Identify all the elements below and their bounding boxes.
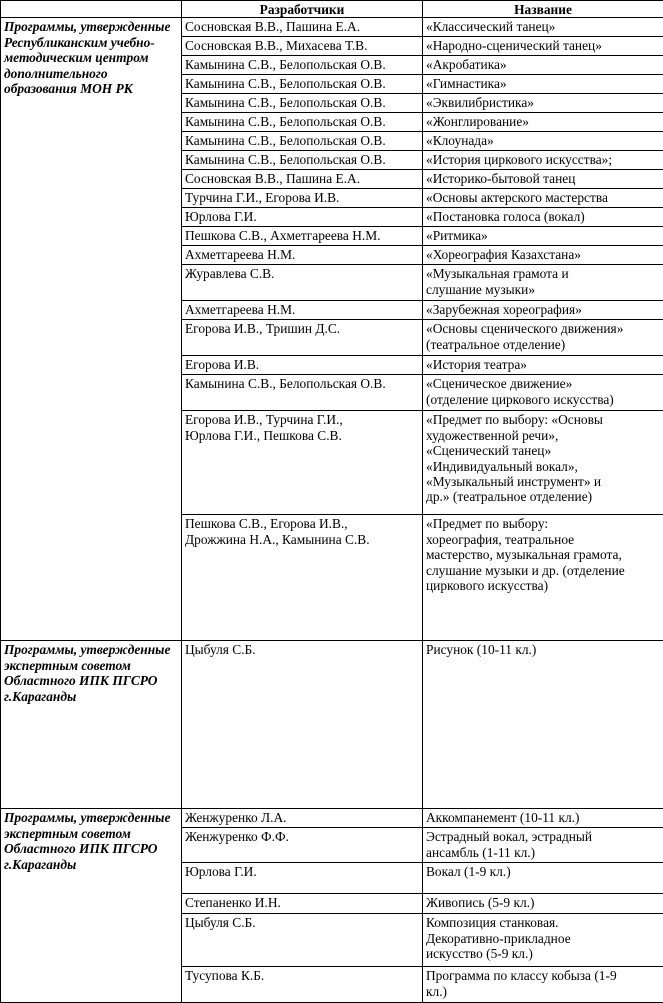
- developer-cell: Егорова И.В., Тришин Д.С.: [182, 320, 423, 356]
- header-blank: [1, 1, 182, 18]
- category-cell-1: Программы, утвержденные Республиканским учебно-методическим центром дополнительного образования МОН РК: [1, 18, 182, 641]
- developer-cell: Камынина С.В., Белопольская О.В.: [182, 113, 423, 132]
- program-name-cell: «Музыкальная грамота и слушание музыки»: [423, 265, 663, 301]
- program-name-cell: «Ритмика»: [423, 227, 663, 246]
- developer-cell: Камынина С.В., Белопольская О.В.: [182, 75, 423, 94]
- program-name-cell: «История циркового искусства»;: [423, 151, 663, 170]
- developer-cell: Цыбуля С.Б.: [182, 914, 423, 967]
- developer-cell: Журавлева С.В.: [182, 265, 423, 301]
- category-cell-3: Программы, утвержденные экспертным советом Областного ИПК ПГСРО г.Караганды: [1, 809, 182, 1003]
- header-developers: Разработчики: [182, 1, 423, 18]
- table-row: [1, 18, 663, 37]
- program-name-cell: «Клоунада»: [423, 132, 663, 151]
- developer-cell: Женжуренко Ф.Ф.: [182, 828, 423, 863]
- developer-cell: Ахметгареева Н.М.: [182, 246, 423, 265]
- program-name-cell: «Историко-бытовой танец: [423, 170, 663, 189]
- program-name-cell: «История театра»: [423, 356, 663, 375]
- program-name-cell: Рисунок (10-11 кл.): [423, 641, 663, 809]
- developer-cell: Камынина С.В., Белопольская О.В.: [182, 375, 423, 411]
- program-name-cell: «Основы сценического движения» (театральное отделение): [423, 320, 663, 356]
- program-name-cell: «Хореография Казахстана»: [423, 246, 663, 265]
- developer-cell: Пешкова С.В., Егорова И.В., Дрожжина Н.А., Камынина С.В.: [182, 515, 423, 641]
- program-name-cell: «Гимнастика»: [423, 75, 663, 94]
- developer-cell: Турчина Г.И., Егорова И.В.: [182, 189, 423, 208]
- program-name-cell: «Постановка голоса (вокал): [423, 208, 663, 227]
- developer-cell: Камынина С.В., Белопольская О.В.: [182, 94, 423, 113]
- developer-cell: Егорова И.В.: [182, 356, 423, 375]
- developer-cell: Цыбуля С.Б.: [182, 641, 423, 809]
- header-name: Название: [423, 1, 663, 18]
- category-cell-2: Программы, утвержденные экспертным советом Областного ИПК ПГСРО г.Караганды: [1, 641, 182, 809]
- developer-cell: Камынина С.В., Белопольская О.В.: [182, 56, 423, 75]
- developer-cell: Ахметгареева Н.М.: [182, 301, 423, 320]
- program-name-cell: «Эквилибристика»: [423, 94, 663, 113]
- program-name-cell: «Предмет по выбору: «Основы художественной речи», «Сценический танец» «Индивидуальный вокал», «Музыкальный инструмент» и др.» (театральное отделение): [423, 411, 663, 515]
- developer-cell: Сосновская В.В., Пашина Е.А.: [182, 170, 423, 189]
- developer-cell: Степаненко И.Н.: [182, 894, 423, 914]
- program-name-cell: Аккомпанемент (10-11 кл.): [423, 809, 663, 828]
- program-name-cell: «Акробатика»: [423, 56, 663, 75]
- developer-cell: Сосновская В.В., Михасева Т.В.: [182, 37, 423, 56]
- program-name-cell: «Зарубежная хореография»: [423, 301, 663, 320]
- developer-cell: Егорова И.В., Турчина Г.И., Юрлова Г.И., Пешкова С.В.: [182, 411, 423, 515]
- program-name-cell: «Классический танец»: [423, 18, 663, 37]
- program-name-cell: «Сценическое движение» (отделение циркового искусства): [423, 375, 663, 411]
- table-row: [1, 641, 663, 809]
- developer-cell: Женжуренко Л.А.: [182, 809, 423, 828]
- program-name-cell: «Основы актерского мастерства: [423, 189, 663, 208]
- program-name-cell: Композиция станковая. Декоративно-прикладное искусство (5-9 кл.): [423, 914, 663, 967]
- program-name-cell: Эстрадный вокал, эстрадный ансамбль (1-11 кл.): [423, 828, 663, 863]
- program-name-cell: «Предмет по выбору: хореография, театральное мастерство, музыкальная грамота, слушание музыки и др. (отделение циркового искусства): [423, 515, 663, 641]
- developer-cell: Камынина С.В., Белопольская О.В.: [182, 132, 423, 151]
- developer-cell: Юрлова Г.И.: [182, 208, 423, 227]
- table-row: [1, 809, 663, 828]
- header-row: [1, 1, 663, 18]
- program-name-cell: Вокал (1-9 кл.): [423, 863, 663, 894]
- developer-cell: Сосновская В.В., Пашина Е.А.: [182, 18, 423, 37]
- program-name-cell: «Жонглирование»: [423, 113, 663, 132]
- developer-cell: Пешкова С.В., Ахметгареева Н.М.: [182, 227, 423, 246]
- developer-cell: Тусупова К.Б.: [182, 967, 423, 1003]
- program-name-cell: «Народно-сценический танец»: [423, 37, 663, 56]
- developer-cell: Камынина С.В., Белопольская О.В.: [182, 151, 423, 170]
- developer-cell: Юрлова Г.И.: [182, 863, 423, 894]
- program-name-cell: Живопись (5-9 кл.): [423, 894, 663, 914]
- program-name-cell: Программа по классу кобыза (1-9 кл.): [423, 967, 663, 1003]
